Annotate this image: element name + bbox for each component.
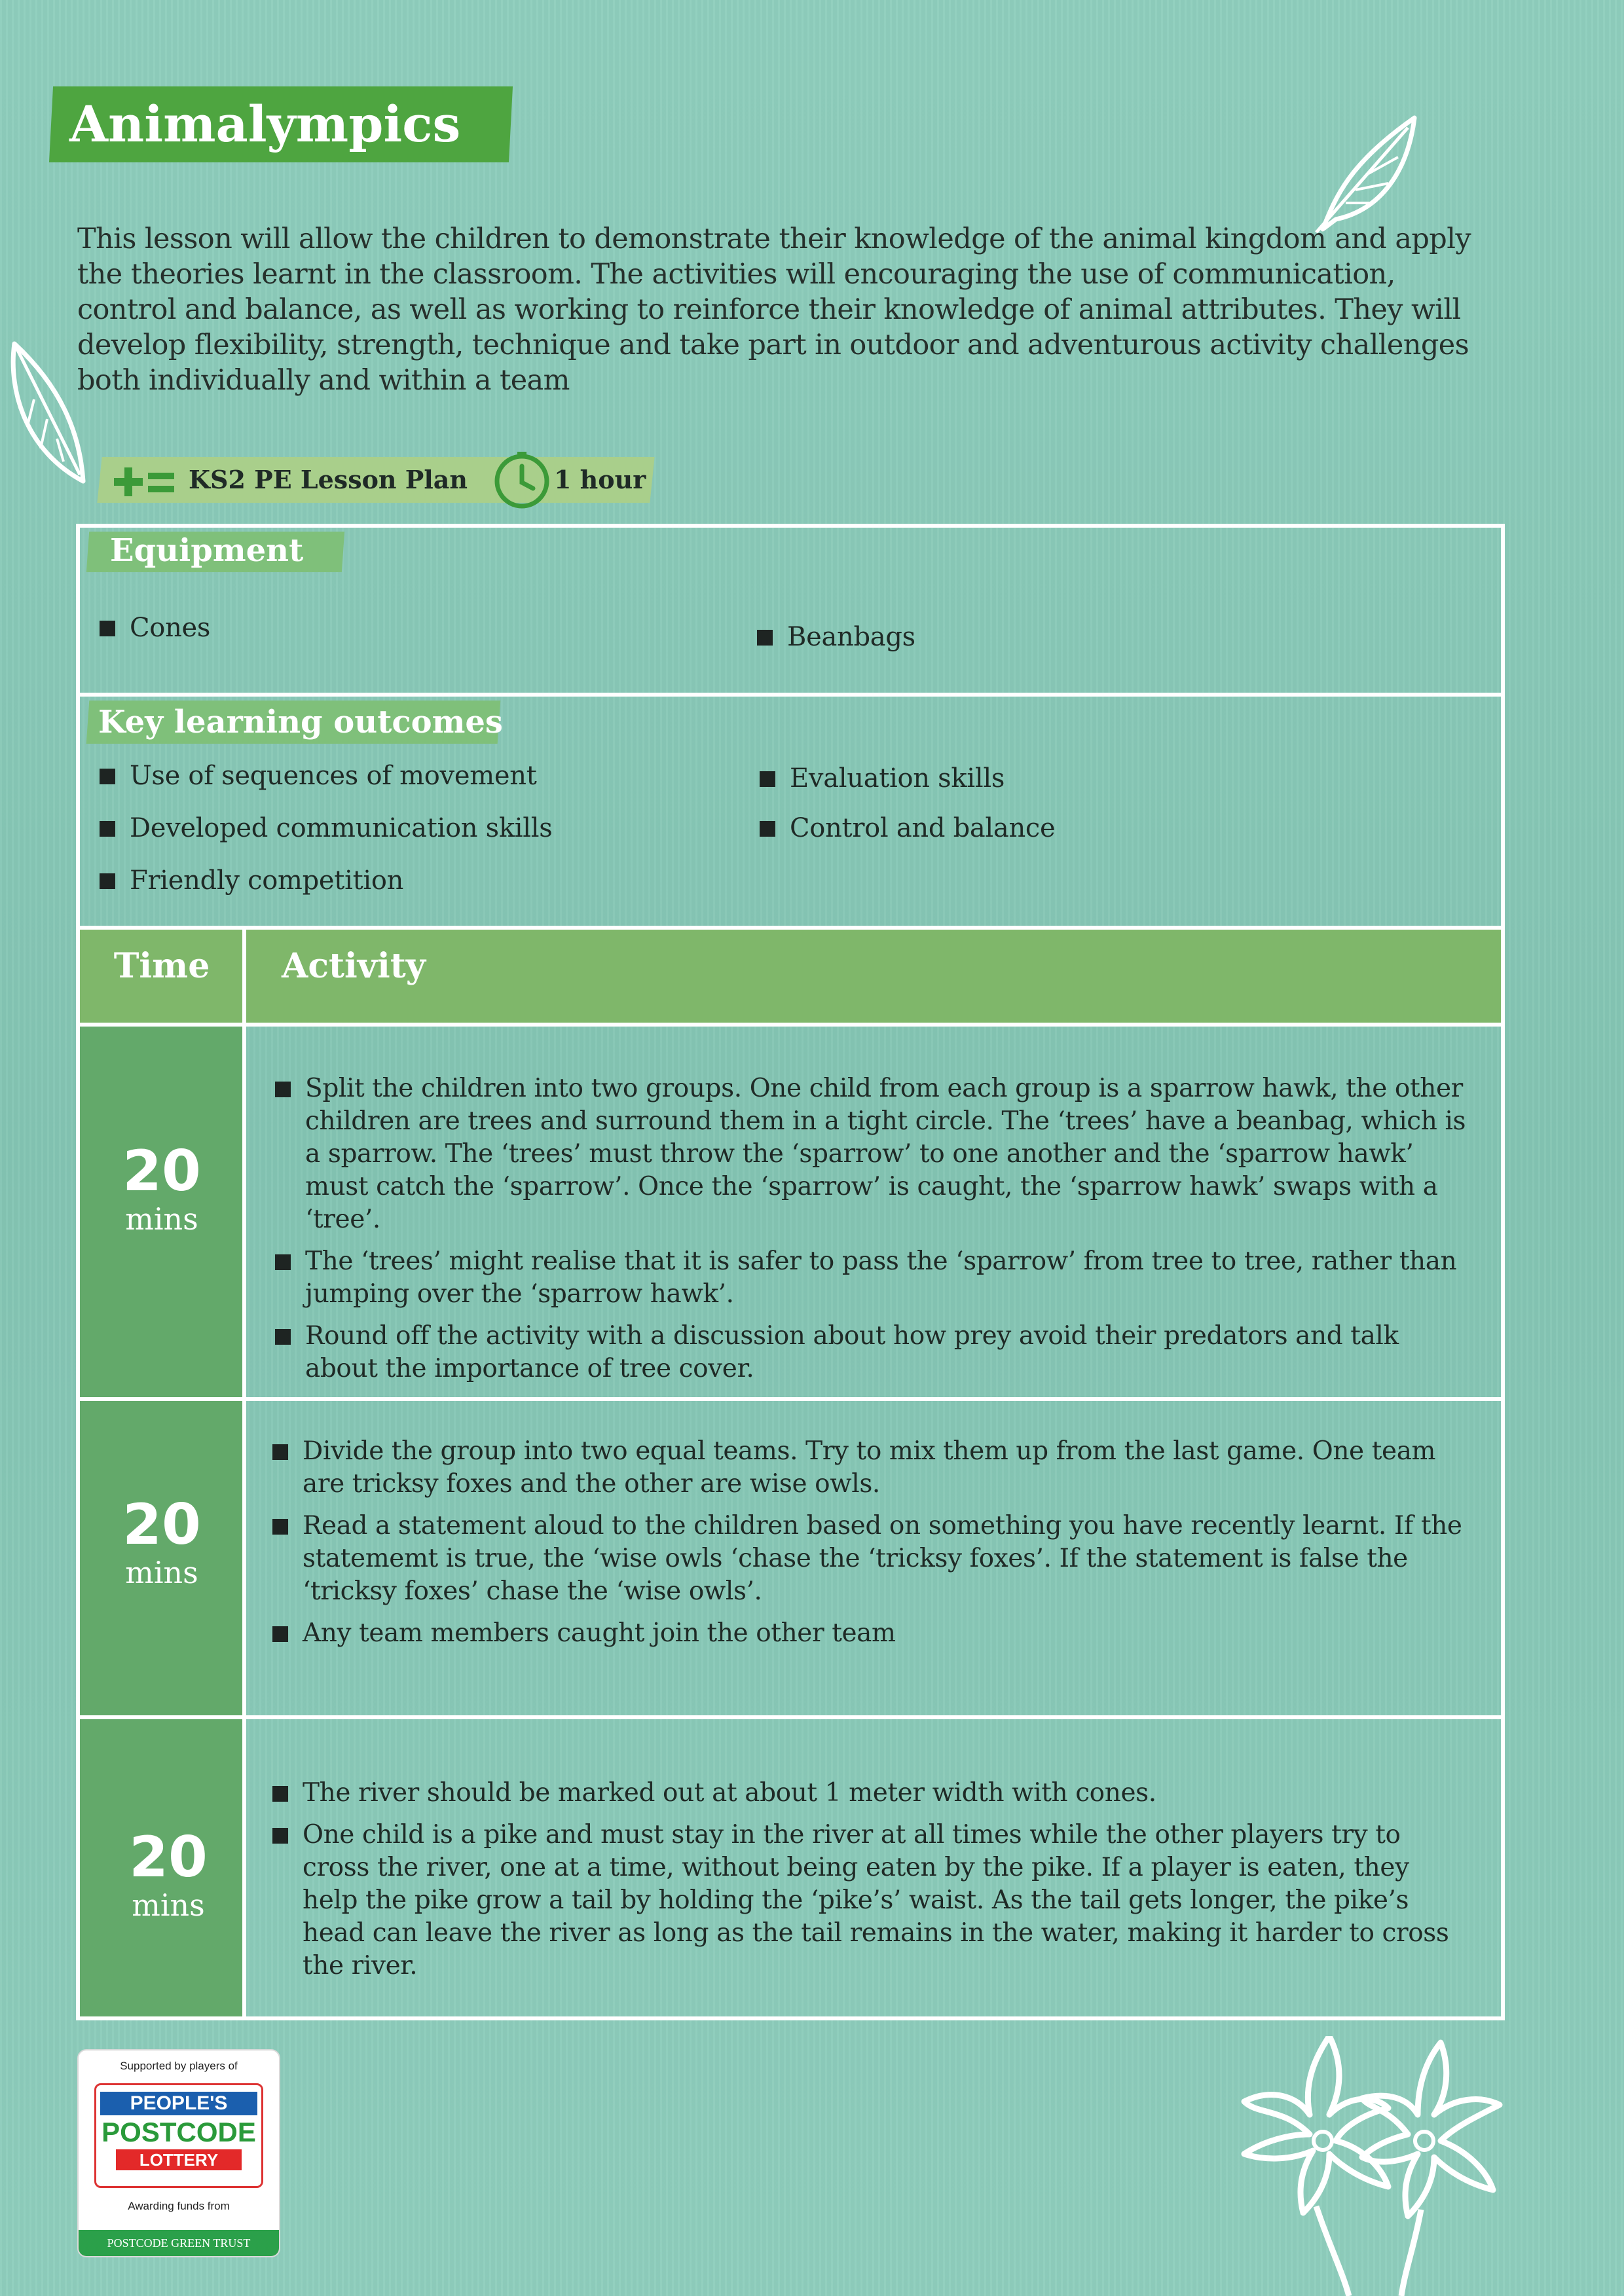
clock-icon (492, 452, 551, 511)
logo-badge (94, 2083, 263, 2188)
outcome-item: Use of sequences of movement (130, 761, 537, 791)
outcome-item: Developed communication skills (130, 813, 553, 843)
activity-item: Split the children into two groups. One child from each group is a sparrow hawk, the other children are trees and surround them in a tight circle. The ‘trees’ have a beanbag, which is a sparrow. The ‘trees’ must throw the ‘sparrow’ to one another and the ‘sparrow hawk’ must catch the ‘sparrow’. Once the ‘sparrow’ is caught, the ‘sparrow hawk’ swaps with a ‘tree’. (275, 1072, 1473, 1236)
time-value (86, 1825, 250, 1923)
page-title: Animalympics (69, 95, 461, 153)
activity-item: Read a statement aloud to the children based on something you have recently learnt. If the statememt is true, the ‘wise owls ‘chase the ‘tricksy foxes’. If the statement is false the ‘tricksy foxes’ chase the ‘wise owls’. (272, 1510, 1471, 1608)
bullet-icon (760, 821, 775, 837)
activity-item: The river should be marked out at about 1 meter width with cones. (272, 1777, 1471, 1810)
activity-list (272, 1435, 1471, 1659)
time-number: 20 (122, 1139, 201, 1204)
lesson-duration: 1 hour (554, 465, 646, 494)
bullet-icon (100, 769, 115, 784)
logo-awarding-text: Awarding funds from (128, 2200, 230, 2212)
bullet-icon (100, 621, 115, 636)
activity-item: The ‘trees’ might realise that it is safer to pass the ‘sparrow’ from tree to tree, rather than jumping over the ‘sparrow hawk’. (275, 1245, 1473, 1311)
leaf-icon-top-right (1310, 111, 1421, 236)
activity-list (275, 1072, 1473, 1394)
time-unit: mins (125, 1555, 198, 1590)
time-unit: mins (132, 1887, 205, 1923)
plus-equals-icon (111, 462, 177, 501)
outcomes-heading: Key learning outcomes (98, 704, 503, 740)
time-number: 20 (122, 1492, 201, 1558)
time-value (80, 1139, 244, 1237)
activity-item: Divide the group into two equal teams. Try to mix them up from the last game. One team are tricksy foxes and the other are wise owls. (272, 1435, 1471, 1501)
bullet-icon (760, 771, 775, 787)
lesson-plan-label: KS2 PE Lesson Plan (189, 465, 468, 494)
equipment-item: Cones (130, 613, 211, 643)
row-divider (76, 1397, 1505, 1401)
time-value (80, 1492, 244, 1591)
postcode-lottery-logo (77, 2049, 280, 2257)
equipment-item: Beanbags (787, 622, 915, 652)
logo-line-3: LOTTERY (116, 2149, 242, 2170)
equipment-heading: Equipment (110, 532, 304, 569)
activity-item: One child is a pike and must stay in the river at all times while the other players try to cross the river, one at a time, without being eaten by the pike. If a player is eaten, they help the pike grow a tail by holding the ‘pike’s’ waist. As the tail gets longer, the pike’s head can leave the river as long as the tail remains in the water, making it harder to cross the river. (272, 1819, 1471, 1982)
bullet-icon (757, 630, 773, 646)
logo-line-2: POSTCODE (101, 2117, 256, 2147)
row-divider (76, 1715, 1505, 1719)
time-unit: mins (125, 1201, 198, 1237)
logo-trust-bar: POSTCODE GREEN TRUST (79, 2230, 279, 2256)
row-divider (76, 1023, 1505, 1027)
outcome-item: Evaluation skills (790, 763, 1005, 793)
time-number: 20 (129, 1825, 208, 1890)
logo-supported-text: Supported by players of (120, 2060, 238, 2072)
activity-column-header: Activity (282, 946, 426, 986)
logo-line-1: PEOPLE'S (100, 2092, 257, 2115)
activity-item: Round off the activity with a discussion about how prey avoid their predators and talk about the importance of tree cover. (275, 1320, 1473, 1385)
bullet-icon (100, 821, 115, 837)
outcome-item: Friendly competition (130, 866, 404, 896)
time-column-header: Time (113, 946, 210, 986)
outcome-item: Control and balance (790, 813, 1056, 843)
flower-icon (1231, 2036, 1506, 2296)
activity-list (272, 1777, 1471, 1992)
bullet-icon (100, 873, 115, 889)
intro-paragraph: This lesson will allow the children to demonstrate their knowledge of the animal kingdom and apply the theories learnt in the classroom. The activities will encouraging the use of communication, control and balance, as well as working to reinforce their knowledge of animal attributes. They will develop flexibility, strength, technique and take part in outdoor and adventurous activity challenges both individually and within a team (77, 223, 1471, 397)
activity-item: Any team members caught join the other team (272, 1617, 1471, 1650)
